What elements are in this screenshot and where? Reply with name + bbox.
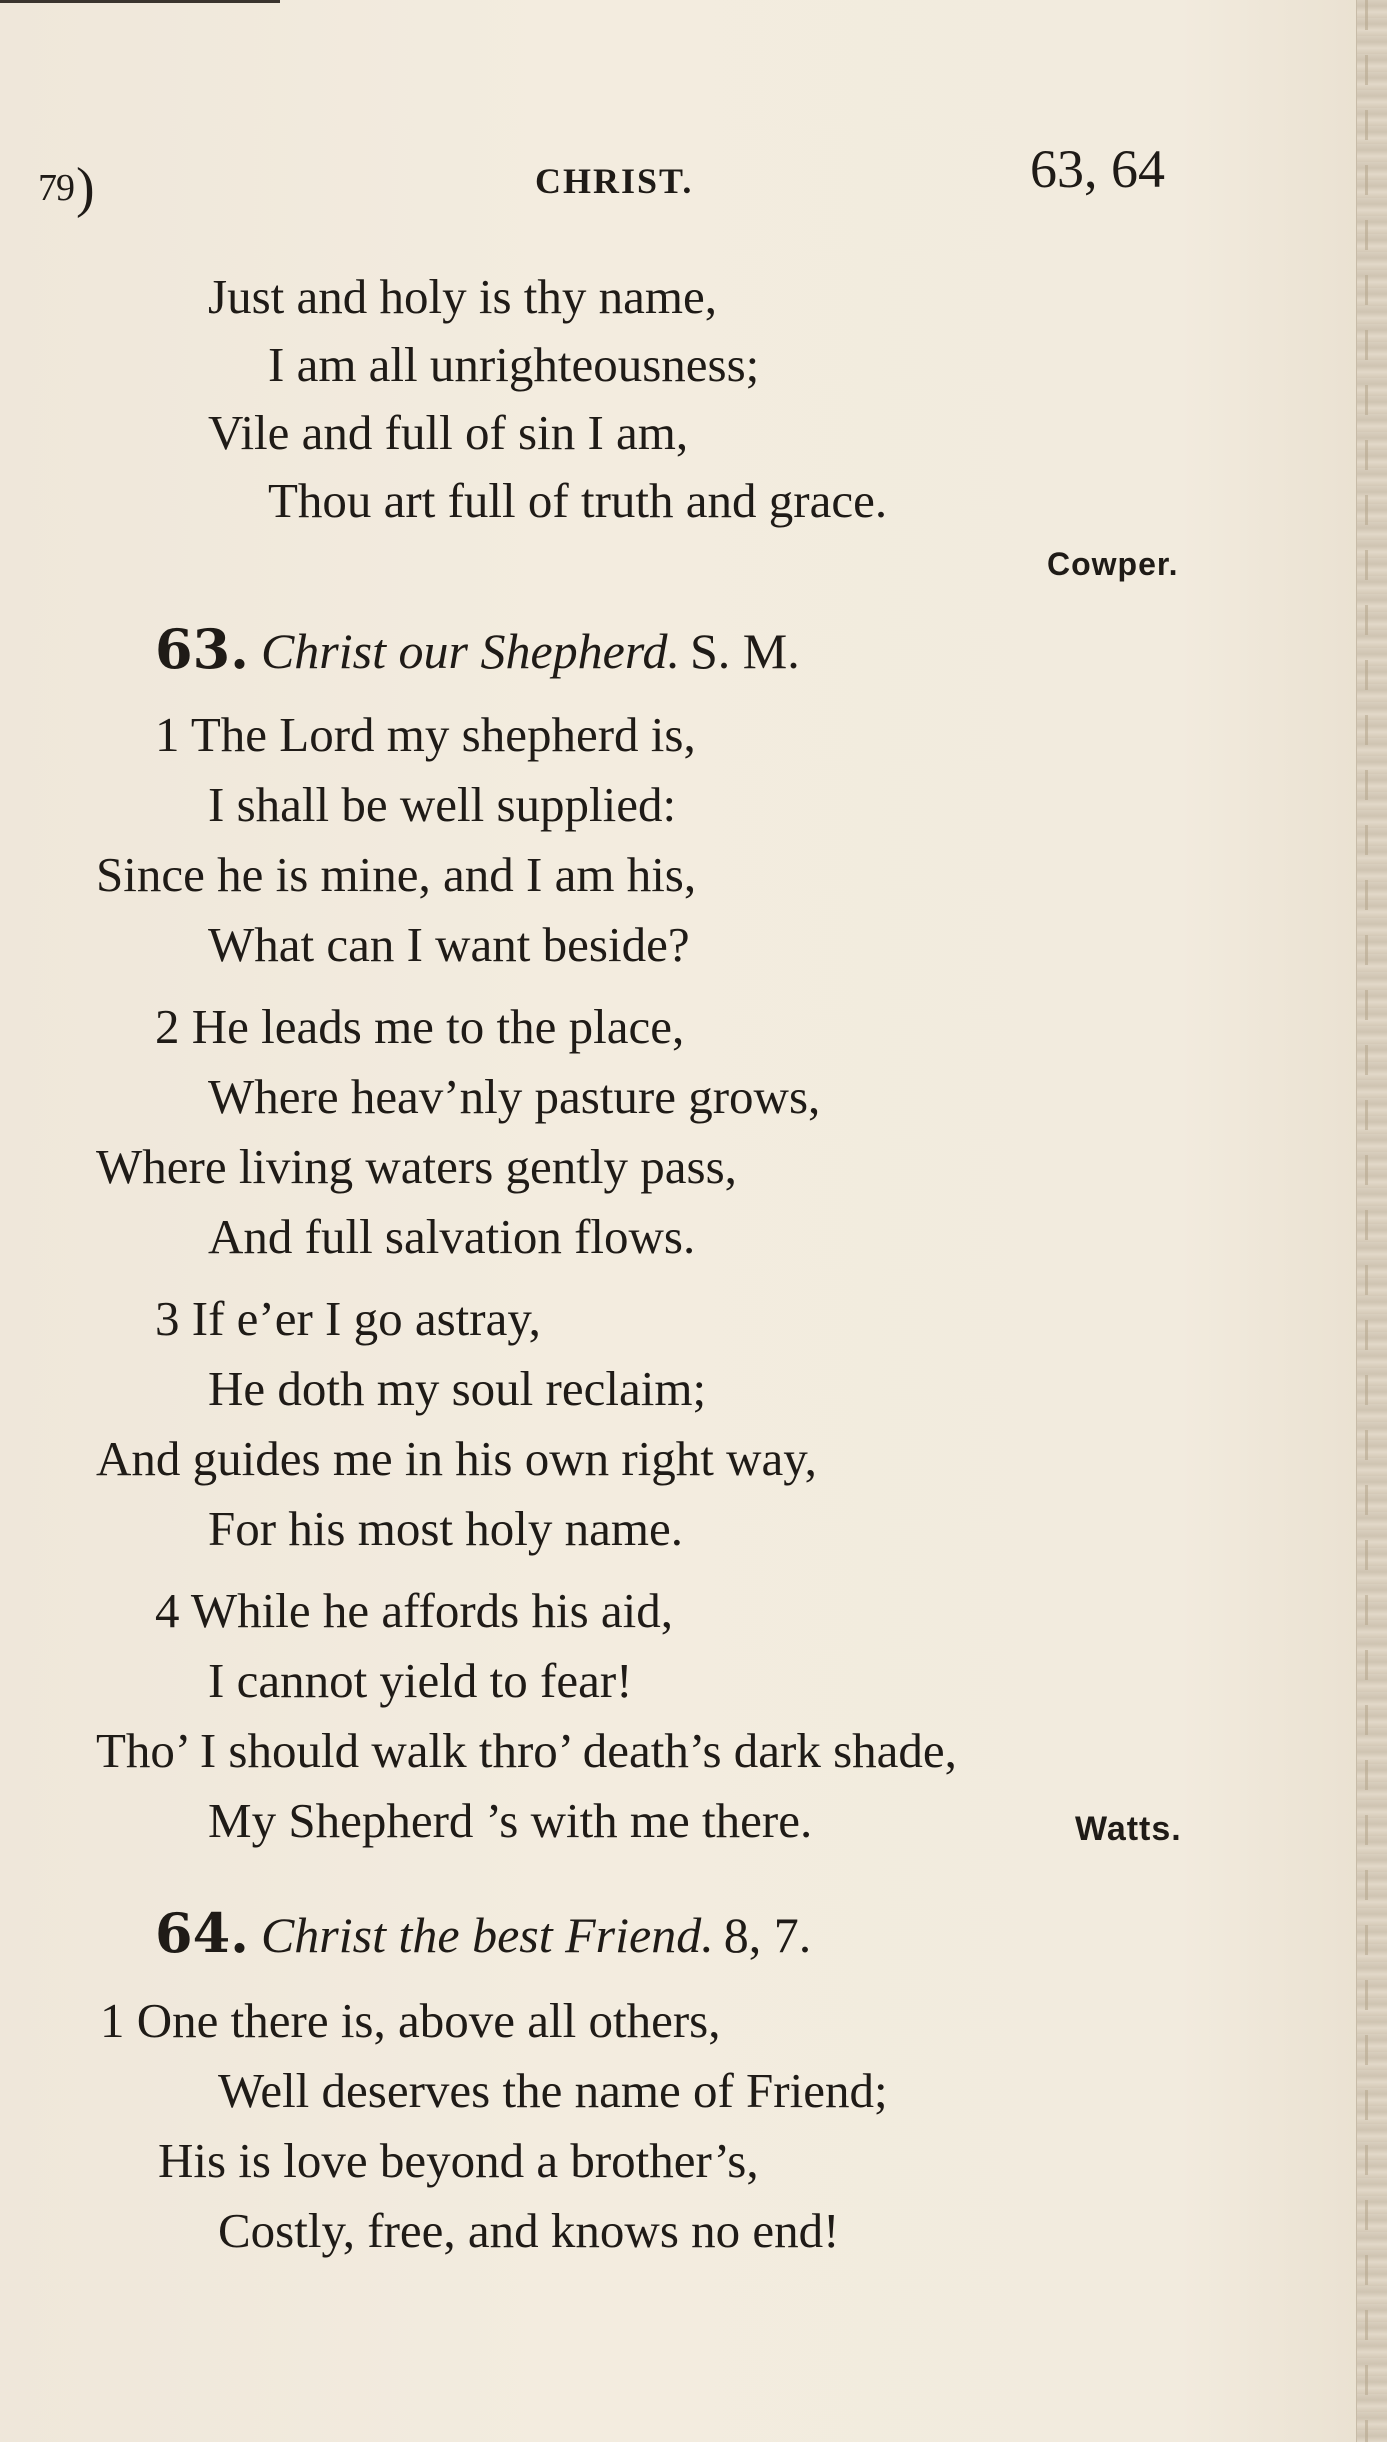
verse-line: 4 While he affords his aid, [155, 1583, 674, 1638]
section-title: CHRIST. [535, 161, 694, 201]
verse-line: Tho’ I should walk thro’ death’s dark shade, [96, 1723, 957, 1778]
verse-line: Where heav’nly pasture grows, [208, 1069, 821, 1124]
verse-line: I shall be well supplied: [208, 777, 677, 832]
verse-line: 2 He leads me to the place, [155, 999, 685, 1054]
hymn-meter: 8, 7. [723, 1907, 812, 1963]
verse-line: Thou art full of truth and grace. [268, 473, 888, 528]
hymn-meter: S. M. [689, 623, 800, 679]
verse-line: He doth my soul reclaim; [208, 1361, 707, 1416]
verse-line: And guides me in his own right way, [96, 1431, 817, 1486]
hymn-heading [155, 1901, 812, 1965]
verse-line: And full salvation flows. [208, 1209, 696, 1264]
verse-line: What can I want beside? [208, 917, 690, 972]
verse-line: Since he is mine, and I am his, [96, 847, 697, 902]
verse-line: Where living waters gently pass, [96, 1139, 737, 1194]
hymn-title: Christ the best Friend. [260, 1907, 714, 1963]
author-attribution: Cowper. [1047, 546, 1179, 582]
hymn-number: 64. [155, 1901, 249, 1965]
verse-line: Costly, free, and knows no end! [218, 2203, 840, 2258]
verse-line: I cannot yield to fear! [208, 1653, 633, 1708]
verse-line: 3 If e’er I go astray, [155, 1291, 541, 1346]
hymn-heading [155, 617, 800, 681]
author-attribution: Watts. [1075, 1810, 1182, 1848]
verse-line: Just and holy is thy name, [208, 269, 718, 324]
page-number: 79) [38, 157, 94, 219]
verse-line: My Shepherd ’s with me there. [208, 1793, 813, 1848]
verse-line: Vile and full of sin I am, [208, 405, 689, 460]
verse-line: For his most holy name. [208, 1501, 684, 1556]
top-rule [0, 0, 280, 3]
verse-line: 1 One there is, above all others, [100, 1993, 721, 2048]
verse-line: His is love beyond a brother’s, [158, 2133, 759, 2188]
hymn-range: 63, 64 [1030, 139, 1165, 199]
verse-line: 1 The Lord my shepherd is, [155, 707, 696, 762]
hymn-title: Christ our Shepherd. [260, 623, 680, 679]
hymn-number: 63. [155, 617, 249, 681]
verse-line: Well deserves the name of Friend; [218, 2063, 888, 2118]
verse-line: I am all unrighteousness; [268, 337, 760, 392]
page-edge [1356, 0, 1387, 2442]
